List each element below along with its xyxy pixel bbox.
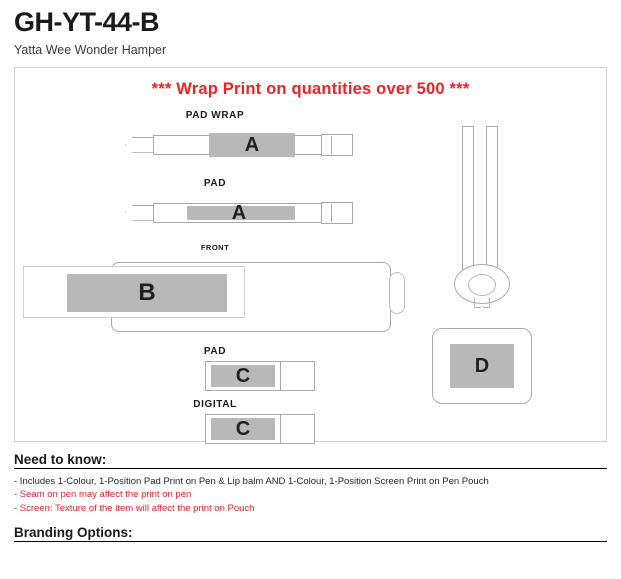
- zone-label-pad-balm: PAD: [203, 345, 227, 357]
- zone-letter-overlay: [125, 203, 353, 223]
- need-to-know-section: [14, 452, 607, 542]
- zone-label-front: FRONT: [200, 242, 230, 252]
- zone-letter-d: D: [474, 354, 490, 377]
- need-to-know-line: - Screen: Texture of the item will affect the print on Pouch: [14, 503, 255, 515]
- print-area-tag: [450, 344, 514, 388]
- print-area-front: [67, 274, 227, 312]
- print-area-pad-balm: [211, 365, 275, 387]
- pen-clip-bar: [325, 136, 332, 154]
- zone-label-pad-wrap: PAD WRAP: [185, 109, 245, 121]
- artwork-panel: [14, 67, 607, 442]
- left-artwork-column: [15, 110, 415, 450]
- print-area-digital: [211, 418, 275, 440]
- product-subtitle: Yatta Wee Wonder Hamper: [14, 42, 167, 57]
- wrap-print-note: *** Wrap Print on quantities over 500 ***: [151, 79, 470, 98]
- pen-illustration-wrap: [15, 123, 415, 169]
- pen-tip: [125, 137, 155, 153]
- pouch-illustration: [15, 258, 415, 342]
- lipbalm-illustration-pad: [15, 359, 415, 397]
- need-to-know-line: - Includes 1-Colour, 1-Position Pad Print on Pen & Lip balm AND 1-Colour, 1-Position Screen Print on Pen Pouch: [14, 475, 489, 487]
- need-to-know-line: - Seam on pen may affect the print on pen: [14, 489, 192, 501]
- page-title: GH-YT-44-B: [14, 7, 160, 37]
- zone-letter-a-wrap: A: [244, 133, 260, 156]
- pen-drawing: [125, 135, 353, 155]
- need-to-know-heading: Need to know:: [14, 452, 607, 469]
- pouch-zip: [389, 272, 405, 314]
- zone-letter-a-pad: A: [231, 201, 247, 224]
- lanyard-tag-illustration: [410, 126, 560, 426]
- print-area-pad-wrap: [209, 133, 295, 157]
- branding-options-heading: Branding Options:: [14, 525, 607, 542]
- zone-label-digital: DIGITAL: [193, 398, 237, 410]
- zone-letter-b: B: [138, 278, 156, 306]
- pen-drawing-pad: [125, 203, 353, 223]
- zone-letter-c-digital: C: [235, 417, 251, 440]
- lipbalm-illustration-digital: [15, 412, 415, 450]
- zone-letter-c-pad: C: [235, 364, 251, 387]
- lanyard-knot-inner: [468, 274, 496, 296]
- lanyard-strap-left: [462, 126, 474, 274]
- lanyard-strap-right: [486, 126, 498, 274]
- zone-label-pad-pen: PAD: [203, 177, 227, 189]
- pen-illustration-pad: [15, 191, 415, 237]
- product-spec-page: [0, 8, 621, 579]
